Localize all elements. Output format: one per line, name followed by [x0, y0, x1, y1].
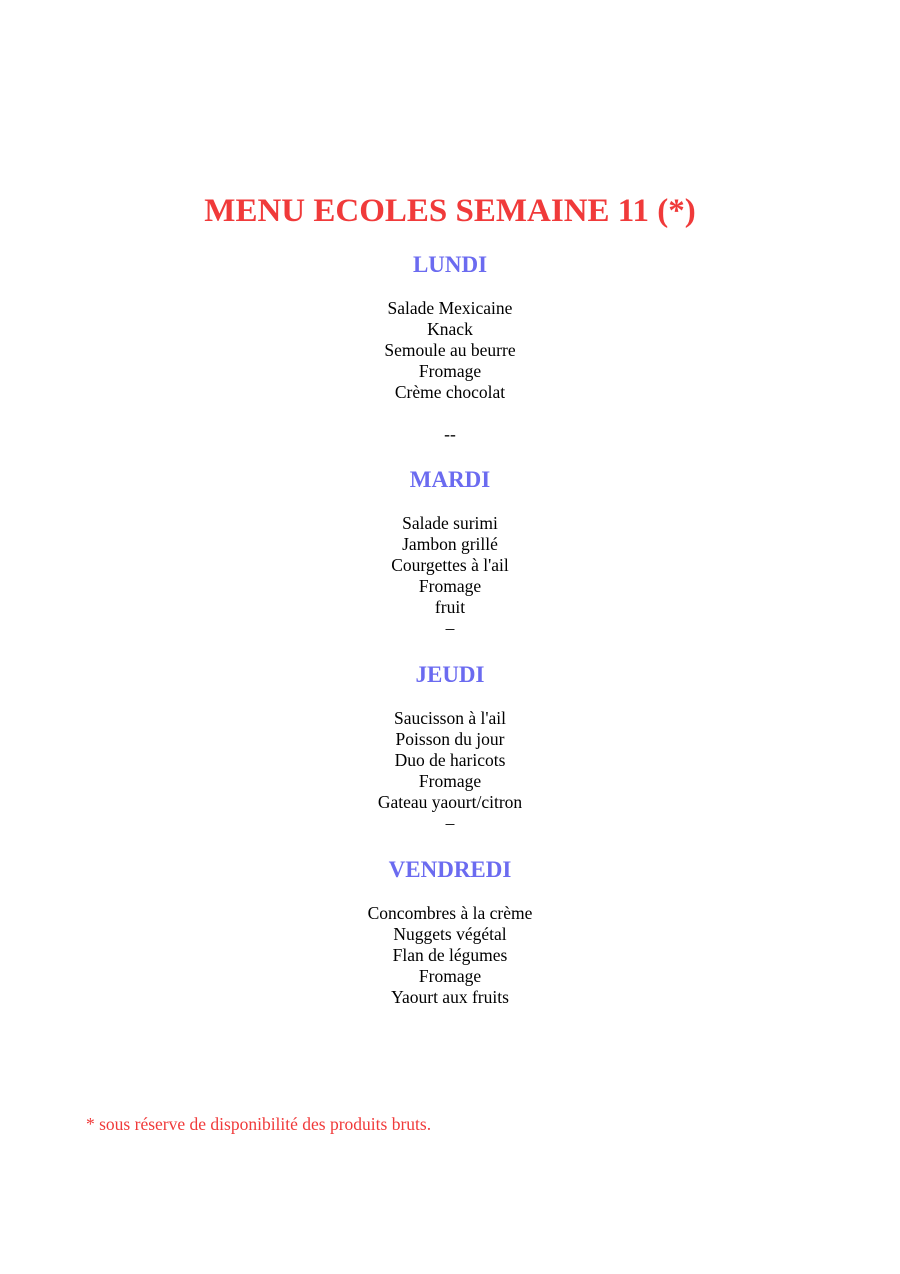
footnote: * sous réserve de disponibilité des produits bruts.: [86, 1114, 432, 1134]
dish-item: Concombres à la crème: [367, 903, 533, 923]
day-section-mardi: [0, 465, 900, 639]
dish-list: [0, 298, 900, 403]
dish-item: Semoule au beurre: [384, 340, 516, 360]
dish-item: Fromage: [418, 361, 482, 381]
dish-item: Jambon grillé: [402, 534, 498, 554]
day-section-vendredi: [0, 855, 900, 1008]
day-separator: –: [445, 618, 455, 638]
dish-item: Saucisson à l'ail: [393, 708, 507, 728]
dish-item: Gateau yaourt/citron: [377, 792, 523, 812]
dish-item: Crème chocolat: [394, 382, 506, 402]
dish-item: Salade Mexicaine: [387, 298, 513, 318]
dish-item: Fromage: [418, 576, 482, 596]
dish-item: Salade surimi: [402, 513, 498, 533]
day-separator: --: [444, 424, 456, 444]
dish-list: [0, 708, 900, 813]
day-separator: –: [445, 813, 455, 833]
dish-item: Yaourt aux fruits: [391, 987, 509, 1007]
dish-item: Knack: [427, 319, 473, 339]
day-section-lundi: [0, 250, 900, 445]
day-section-jeudi: [0, 660, 900, 834]
dish-item: Poisson du jour: [395, 729, 505, 749]
dish-list: [0, 903, 900, 1008]
day-heading: LUNDI: [412, 252, 488, 277]
day-heading: MARDI: [409, 467, 491, 492]
dish-item: fruit: [434, 597, 466, 617]
page-title: MENU ECOLES SEMAINE 11 (*): [204, 193, 696, 229]
dish-item: Duo de haricots: [394, 750, 506, 770]
dish-item: Fromage: [418, 966, 482, 986]
dish-item: Courgettes à l'ail: [391, 555, 509, 575]
dish-item: Nuggets végétal: [393, 924, 507, 944]
dish-list: [0, 513, 900, 618]
dish-item: Fromage: [418, 771, 482, 791]
day-heading: VENDREDI: [388, 857, 512, 882]
day-heading: JEUDI: [415, 662, 485, 687]
dish-item: Flan de légumes: [392, 945, 508, 965]
